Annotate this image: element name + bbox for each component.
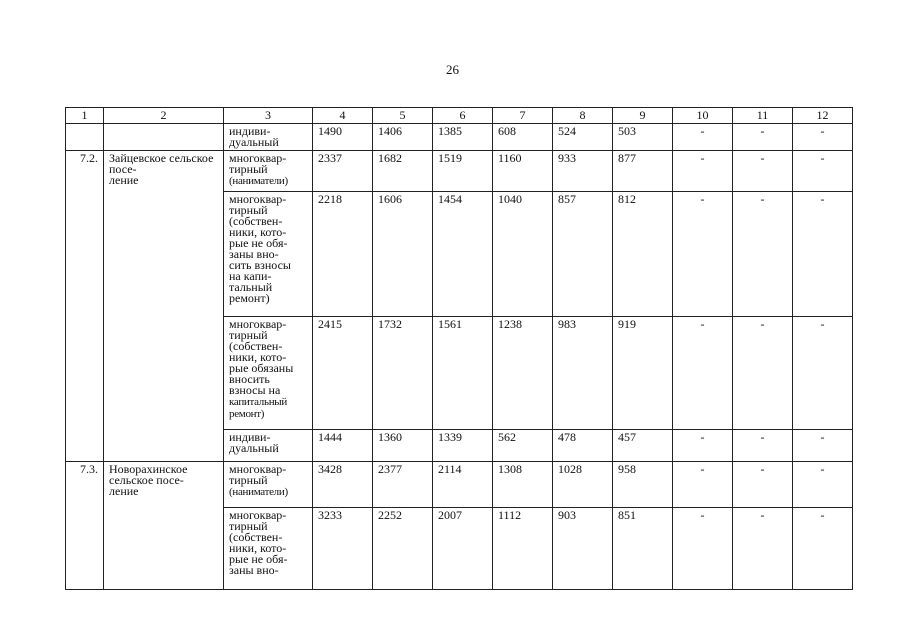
column-header: 2 (104, 108, 224, 124)
value-cell: 919 (613, 317, 673, 430)
housing-type-cell (224, 430, 313, 462)
column-header: 3 (224, 108, 313, 124)
value-cell: 983 (553, 317, 613, 430)
housing-type-cell (224, 192, 313, 317)
column-header: 1 (66, 108, 104, 124)
value-cell: - (673, 508, 733, 590)
column-header: 12 (793, 108, 853, 124)
value-cell: 2415 (313, 317, 373, 430)
value-cell: 2218 (313, 192, 373, 317)
column-header: 11 (733, 108, 793, 124)
value-cell: 877 (613, 151, 673, 192)
item-number-cell (66, 124, 104, 151)
value-cell: 608 (493, 124, 553, 151)
value-cell: - (733, 151, 793, 192)
value-cell: 1519 (433, 151, 493, 192)
value-cell: 857 (553, 192, 613, 317)
table-row (66, 462, 853, 508)
tariff-table (65, 107, 853, 590)
column-header: 8 (553, 108, 613, 124)
value-cell: - (793, 124, 853, 151)
housing-type-note: капитальный ремонт) (229, 396, 287, 420)
value-cell: 2377 (373, 462, 433, 508)
item-number-cell: 7.3. (66, 462, 104, 590)
value-cell: 1561 (433, 317, 493, 430)
value-cell: 524 (553, 124, 613, 151)
value-cell: 1040 (493, 192, 553, 317)
housing-type-cell (224, 508, 313, 590)
value-cell: 1406 (373, 124, 433, 151)
value-cell: 1732 (373, 317, 433, 430)
housing-type-text: индиви- дуальный (229, 124, 279, 149)
value-cell: 1028 (553, 462, 613, 508)
column-number-row (66, 108, 853, 124)
housing-type-cell (224, 151, 313, 192)
value-cell: - (673, 151, 733, 192)
value-cell: - (733, 430, 793, 462)
value-cell: - (673, 462, 733, 508)
column-header: 6 (433, 108, 493, 124)
housing-type-text: многоквар- тирный (229, 151, 287, 176)
value-cell: 1238 (493, 317, 553, 430)
value-cell: 503 (613, 124, 673, 151)
value-cell: 1360 (373, 430, 433, 462)
table-row (66, 151, 853, 192)
value-cell: 1112 (493, 508, 553, 590)
column-header: 5 (373, 108, 433, 124)
housing-type-note: (нaниматели) (229, 486, 288, 498)
value-cell: - (673, 317, 733, 430)
value-cell: 3233 (313, 508, 373, 590)
value-cell: 478 (553, 430, 613, 462)
value-cell: 562 (493, 430, 553, 462)
value-cell: 3428 (313, 462, 373, 508)
housing-type-cell (224, 124, 313, 151)
value-cell: - (793, 430, 853, 462)
value-cell: 2114 (433, 462, 493, 508)
item-number-cell: 7.2. (66, 151, 104, 462)
value-cell: 2252 (373, 508, 433, 590)
value-cell: - (673, 124, 733, 151)
value-cell: - (793, 151, 853, 192)
value-cell: - (733, 124, 793, 151)
value-cell: - (733, 317, 793, 430)
value-cell: - (673, 192, 733, 317)
value-cell: 1682 (373, 151, 433, 192)
value-cell: 958 (613, 462, 673, 508)
housing-type-text: многоквар- тирный (собствен- ники, кото- рые не обя- заны вно- сить взносы на капи- тальный ремонт) (229, 192, 291, 305)
value-cell: 1490 (313, 124, 373, 151)
housing-type-text: многоквар- тирный (229, 462, 287, 487)
value-cell: 2007 (433, 508, 493, 590)
value-cell: 2337 (313, 151, 373, 192)
value-cell: 812 (613, 192, 673, 317)
housing-type-text: индиви- дуальный (229, 430, 279, 455)
value-cell: - (793, 508, 853, 590)
value-cell: - (733, 462, 793, 508)
value-cell: 1160 (493, 151, 553, 192)
value-cell: 1339 (433, 430, 493, 462)
settlement-cell: Новорахинское сельское посе- ление (104, 462, 224, 590)
value-cell: 903 (553, 508, 613, 590)
value-cell: - (793, 317, 853, 430)
column-header: 4 (313, 108, 373, 124)
housing-type-cell (224, 462, 313, 508)
value-cell: - (733, 192, 793, 317)
column-header: 9 (613, 108, 673, 124)
value-cell: - (793, 462, 853, 508)
settlement-cell: Зайцевское сельское посе- ление (104, 151, 224, 462)
housing-type-text: многоквар- тирный (собствен- ники, кото- рые не обя- заны вно- (229, 508, 288, 577)
value-cell: - (793, 192, 853, 317)
table-row (66, 124, 853, 151)
housing-type-cell (224, 317, 313, 430)
value-cell: 933 (553, 151, 613, 192)
value-cell: 1385 (433, 124, 493, 151)
housing-type-text: многоквар- тирный (собствен- ники, кото- рые обязаны вносить взносы на (229, 317, 294, 397)
value-cell: - (733, 508, 793, 590)
housing-type-note: (нaниматели) (229, 175, 288, 187)
value-cell: - (673, 430, 733, 462)
value-cell: 1444 (313, 430, 373, 462)
settlement-cell (104, 124, 224, 151)
page-number: 26 (446, 62, 459, 77)
value-cell: 457 (613, 430, 673, 462)
value-cell: 1308 (493, 462, 553, 508)
column-header: 7 (493, 108, 553, 124)
column-header: 10 (673, 108, 733, 124)
value-cell: 1606 (373, 192, 433, 317)
value-cell: 1454 (433, 192, 493, 317)
value-cell: 851 (613, 508, 673, 590)
